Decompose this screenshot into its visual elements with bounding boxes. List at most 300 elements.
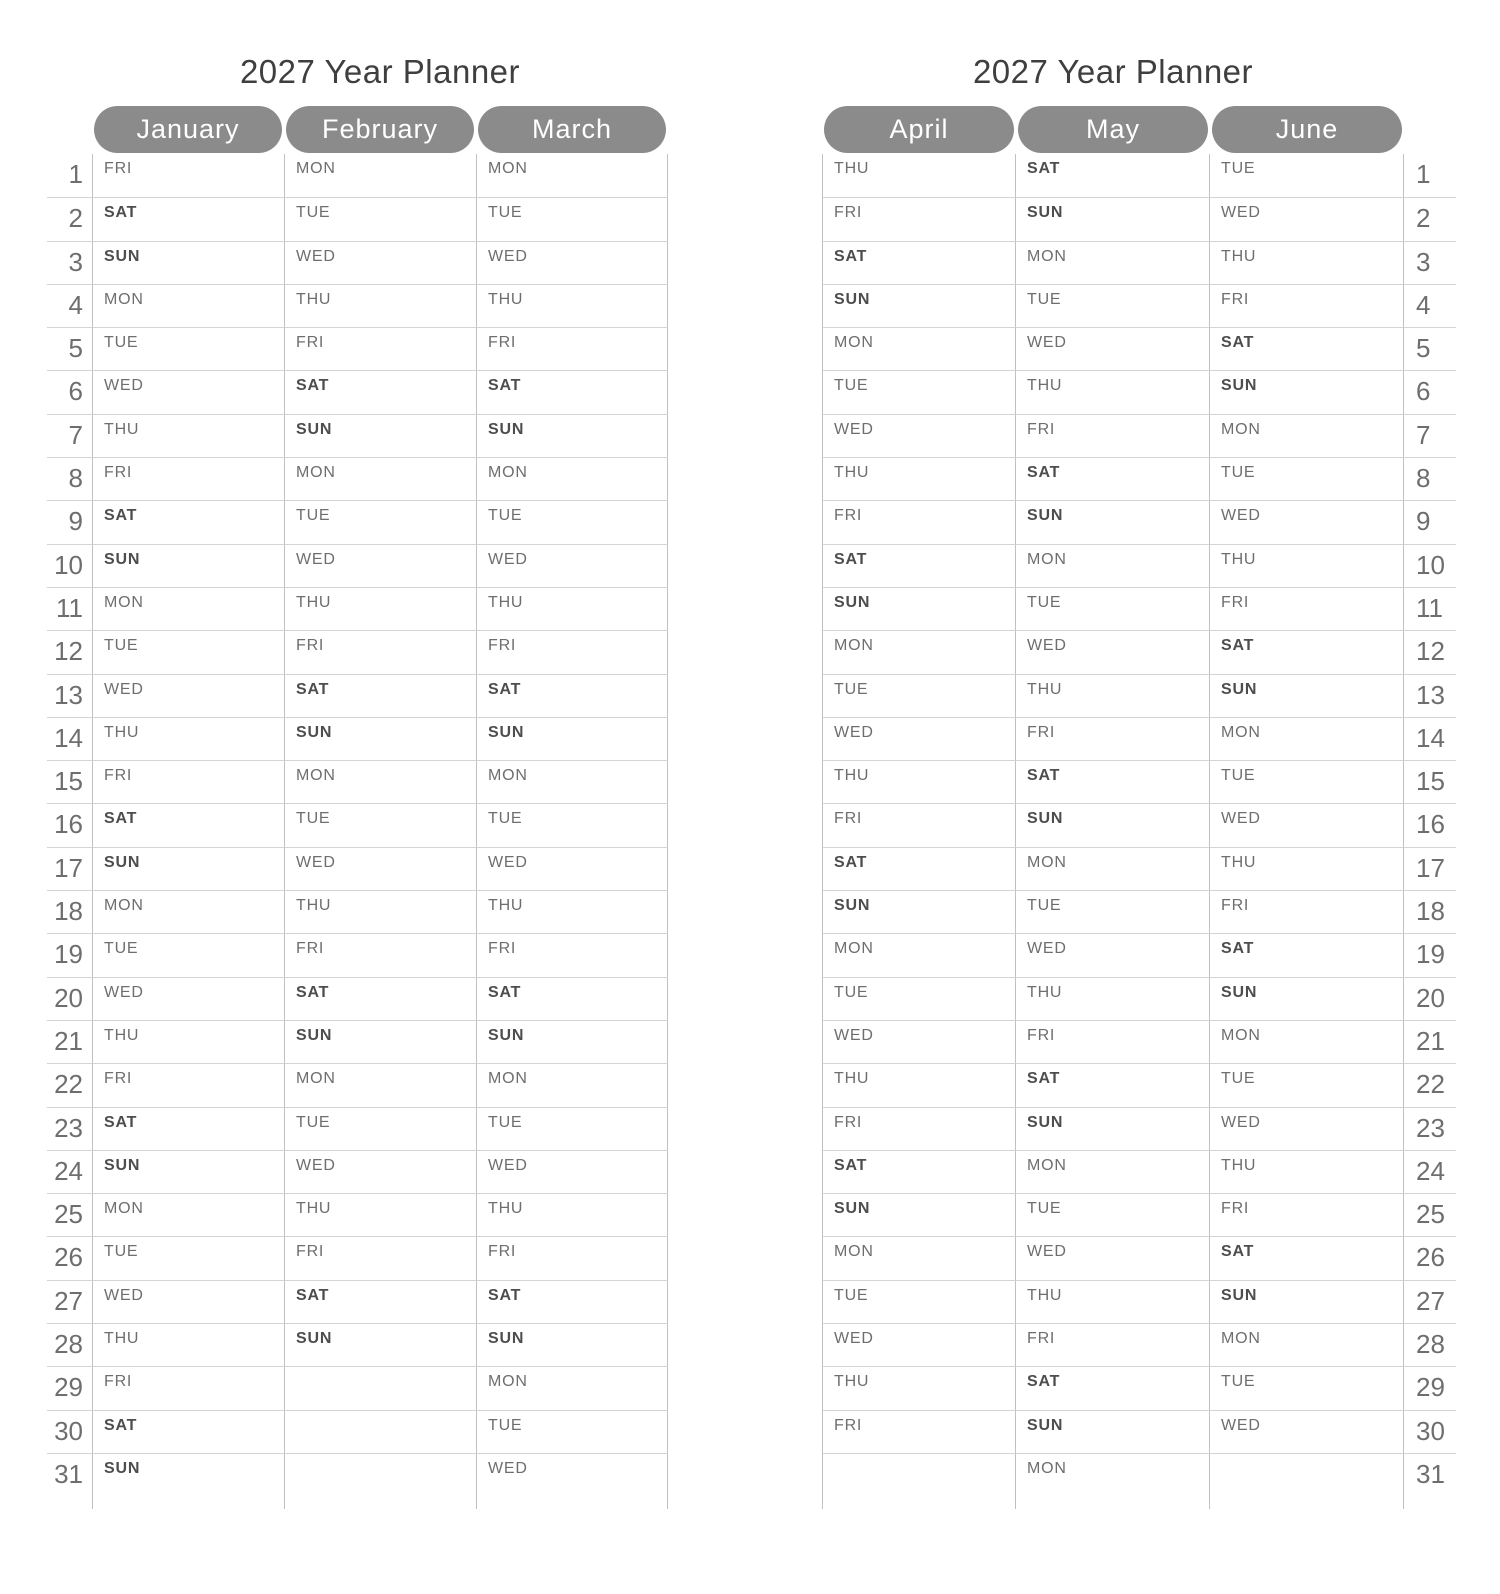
row-number: 5 <box>47 327 92 370</box>
day-cell-march-27: SAT <box>476 1280 668 1323</box>
day-cell-january-9: SAT <box>92 500 284 543</box>
month-pill-april: April <box>824 106 1014 153</box>
day-cell-january-1: FRI <box>92 154 284 197</box>
day-cell-april-20: TUE <box>822 977 1016 1020</box>
planner-row <box>47 544 668 587</box>
day-cell-february-29 <box>284 1366 476 1409</box>
planner-row <box>822 933 1456 976</box>
day-cell-march-6: SAT <box>476 370 668 413</box>
row-number: 3 <box>1404 241 1456 284</box>
day-cell-june-16: WED <box>1210 803 1404 846</box>
day-cell-april-2: FRI <box>822 197 1016 240</box>
grid-stub-row <box>47 1496 668 1509</box>
day-cell-march-4: THU <box>476 284 668 327</box>
day-cell-february-22: MON <box>284 1063 476 1106</box>
planner-row <box>822 1063 1456 1106</box>
day-cell-march-10: WED <box>476 544 668 587</box>
day-cell-january-23: SAT <box>92 1107 284 1150</box>
row-number: 24 <box>47 1150 92 1193</box>
row-number: 23 <box>47 1107 92 1150</box>
day-cell-april-27: TUE <box>822 1280 1016 1323</box>
day-cell-april-11: SUN <box>822 587 1016 630</box>
row-number: 7 <box>47 414 92 457</box>
day-cell-june-29: TUE <box>1210 1366 1404 1409</box>
day-cell-april-7: WED <box>822 414 1016 457</box>
day-cell-june-5: SAT <box>1210 327 1404 370</box>
planner-row <box>47 1193 668 1236</box>
row-number-spacer <box>1404 1496 1456 1509</box>
day-cell-january-11: MON <box>92 587 284 630</box>
row-number: 20 <box>1404 977 1456 1020</box>
row-number: 22 <box>47 1063 92 1106</box>
day-cell-march-15: MON <box>476 760 668 803</box>
planner-row <box>822 1280 1456 1323</box>
day-cell-may-16: SUN <box>1016 803 1210 846</box>
planner-row <box>822 630 1456 673</box>
planner-row <box>47 890 668 933</box>
planner-row <box>822 327 1456 370</box>
row-number: 16 <box>1404 803 1456 846</box>
day-cell-january-8: FRI <box>92 457 284 500</box>
row-number: 6 <box>1404 370 1456 413</box>
planner-row <box>47 1453 668 1496</box>
planner-title: 2027 Year Planner <box>239 53 521 90</box>
day-cell-april-26: MON <box>822 1236 1016 1279</box>
planner-row <box>47 457 668 500</box>
planner-grid <box>47 154 668 1509</box>
day-cell-february-16: TUE <box>284 803 476 846</box>
planner-row <box>47 933 668 976</box>
day-cell-january-6: WED <box>92 370 284 413</box>
day-cell-june-13: SUN <box>1210 674 1404 717</box>
day-cell-may-3: MON <box>1016 241 1210 284</box>
day-cell-february-17: WED <box>284 847 476 890</box>
planner-row <box>47 414 668 457</box>
planner-row <box>47 1063 668 1106</box>
day-cell-april-18: SUN <box>822 890 1016 933</box>
day-cell-may-12: WED <box>1016 630 1210 673</box>
day-cell-april-29: THU <box>822 1366 1016 1409</box>
row-number: 19 <box>47 933 92 976</box>
planner-row <box>47 1236 668 1279</box>
day-cell-march-17: WED <box>476 847 668 890</box>
planner-row <box>47 370 668 413</box>
planner-row <box>47 717 668 760</box>
day-cell-april-9: FRI <box>822 500 1016 543</box>
planner-row <box>822 414 1456 457</box>
day-cell-january-30: SAT <box>92 1410 284 1453</box>
day-cell-june-27: SUN <box>1210 1280 1404 1323</box>
planner-row <box>47 1410 668 1453</box>
day-cell-january-18: MON <box>92 890 284 933</box>
day-cell-june-15: TUE <box>1210 760 1404 803</box>
day-cell-january-29: FRI <box>92 1366 284 1409</box>
row-number: 21 <box>47 1020 92 1063</box>
day-cell-february-28: SUN <box>284 1323 476 1366</box>
day-cell-april-14: WED <box>822 717 1016 760</box>
planner-row <box>822 803 1456 846</box>
row-number: 12 <box>1404 630 1456 673</box>
day-cell-february-25: THU <box>284 1193 476 1236</box>
row-number: 4 <box>1404 284 1456 327</box>
day-cell-june-2: WED <box>1210 197 1404 240</box>
planner-row <box>47 1323 668 1366</box>
day-cell-march-28: SUN <box>476 1323 668 1366</box>
planner-row <box>47 241 668 284</box>
row-number: 31 <box>47 1453 92 1496</box>
day-cell-may-25: TUE <box>1016 1193 1210 1236</box>
row-number: 26 <box>47 1236 92 1279</box>
day-cell-june-28: MON <box>1210 1323 1404 1366</box>
row-number: 14 <box>47 717 92 760</box>
day-cell-may-20: THU <box>1016 977 1210 1020</box>
day-cell-april-19: MON <box>822 933 1016 976</box>
day-cell-may-17: MON <box>1016 847 1210 890</box>
row-number: 22 <box>1404 1063 1456 1106</box>
day-cell-february-24: WED <box>284 1150 476 1193</box>
planner-row <box>822 457 1456 500</box>
day-cell-april-5: MON <box>822 327 1016 370</box>
day-cell-april-31 <box>822 1453 1016 1496</box>
day-cell-may-11: TUE <box>1016 587 1210 630</box>
row-number: 20 <box>47 977 92 1020</box>
planner-row <box>822 1236 1456 1279</box>
day-cell-february-26: FRI <box>284 1236 476 1279</box>
day-cell-april-23: FRI <box>822 1107 1016 1150</box>
day-cell-june-3: THU <box>1210 241 1404 284</box>
day-cell-february-4: THU <box>284 284 476 327</box>
row-number: 31 <box>1404 1453 1456 1496</box>
day-cell-february-30 <box>284 1410 476 1453</box>
day-cell-february-27: SAT <box>284 1280 476 1323</box>
planner-row <box>47 977 668 1020</box>
planner-row <box>47 1107 668 1150</box>
planner-row <box>47 154 668 197</box>
day-cell-april-17: SAT <box>822 847 1016 890</box>
day-cell-april-16: FRI <box>822 803 1016 846</box>
day-cell-may-5: WED <box>1016 327 1210 370</box>
planner-row <box>47 1280 668 1323</box>
day-cell-june-26: SAT <box>1210 1236 1404 1279</box>
day-cell-april-12: MON <box>822 630 1016 673</box>
day-cell-may-29: SAT <box>1016 1366 1210 1409</box>
row-number: 5 <box>1404 327 1456 370</box>
day-cell-march-7: SUN <box>476 414 668 457</box>
row-number: 2 <box>1404 197 1456 240</box>
day-cell-april-24: SAT <box>822 1150 1016 1193</box>
row-number: 9 <box>47 500 92 543</box>
day-cell-february-6: SAT <box>284 370 476 413</box>
planner-row <box>822 1323 1456 1366</box>
day-cell-january-31: SUN <box>92 1453 284 1496</box>
month-pill-june: June <box>1212 106 1402 153</box>
day-cell-january-20: WED <box>92 977 284 1020</box>
planner-row <box>822 1150 1456 1193</box>
planner-row <box>822 544 1456 587</box>
day-cell-april-1: THU <box>822 154 1016 197</box>
day-cell-june-30: WED <box>1210 1410 1404 1453</box>
month-pill-january: January <box>94 106 282 153</box>
month-pill-february: February <box>286 106 474 153</box>
row-number: 15 <box>1404 760 1456 803</box>
day-cell-may-31: MON <box>1016 1453 1210 1496</box>
planner-row <box>822 370 1456 413</box>
day-cell-june-18: FRI <box>1210 890 1404 933</box>
day-cell-may-4: TUE <box>1016 284 1210 327</box>
planner-row <box>822 760 1456 803</box>
row-number: 21 <box>1404 1020 1456 1063</box>
day-cell-june-9: WED <box>1210 500 1404 543</box>
row-number: 24 <box>1404 1150 1456 1193</box>
day-cell-april-4: SUN <box>822 284 1016 327</box>
row-number: 2 <box>47 197 92 240</box>
row-number: 11 <box>1404 587 1456 630</box>
day-cell-january-19: TUE <box>92 933 284 976</box>
day-cell-march-20: SAT <box>476 977 668 1020</box>
row-number: 25 <box>1404 1193 1456 1236</box>
day-cell-january-28: THU <box>92 1323 284 1366</box>
day-cell-february-10: WED <box>284 544 476 587</box>
day-cell-february-18: THU <box>284 890 476 933</box>
day-cell-february-1: MON <box>284 154 476 197</box>
row-number: 1 <box>1416 159 1431 189</box>
planner-row <box>822 674 1456 717</box>
day-cell-april-28: WED <box>822 1323 1016 1366</box>
day-cell-may-6: THU <box>1016 370 1210 413</box>
day-cell-january-12: TUE <box>92 630 284 673</box>
day-cell-february-19: FRI <box>284 933 476 976</box>
day-cell-march-11: THU <box>476 587 668 630</box>
planner-grid <box>822 154 1456 1509</box>
day-cell-may-24: MON <box>1016 1150 1210 1193</box>
grid-stub-row <box>822 1496 1456 1509</box>
day-cell-january-4: MON <box>92 284 284 327</box>
day-cell-may-19: WED <box>1016 933 1210 976</box>
day-cell-june-23: WED <box>1210 1107 1404 1150</box>
day-cell-march-31: WED <box>476 1453 668 1496</box>
day-cell-january-13: WED <box>92 674 284 717</box>
planner-row <box>47 1150 668 1193</box>
day-cell-march-25: THU <box>476 1193 668 1236</box>
day-cell-february-23: TUE <box>284 1107 476 1150</box>
day-cell-february-14: SUN <box>284 717 476 760</box>
row-number: 27 <box>1404 1280 1456 1323</box>
planner-row <box>47 327 668 370</box>
planner-row <box>822 977 1456 1020</box>
row-number: 18 <box>1404 890 1456 933</box>
row-number: 26 <box>1404 1236 1456 1279</box>
row-number: 29 <box>47 1366 92 1409</box>
day-cell-january-26: TUE <box>92 1236 284 1279</box>
row-number: 10 <box>47 544 92 587</box>
day-cell-april-8: THU <box>822 457 1016 500</box>
day-cell-january-14: THU <box>92 717 284 760</box>
month-header-row <box>822 106 1404 153</box>
day-cell-spacer <box>1210 1496 1404 1509</box>
planner-row <box>822 847 1456 890</box>
day-cell-april-22: THU <box>822 1063 1016 1106</box>
row-number: 27 <box>47 1280 92 1323</box>
day-cell-may-2: SUN <box>1016 197 1210 240</box>
planner-row <box>822 890 1456 933</box>
day-cell-march-30: TUE <box>476 1410 668 1453</box>
day-cell-june-19: SAT <box>1210 933 1404 976</box>
day-cell-february-11: THU <box>284 587 476 630</box>
day-cell-february-31 <box>284 1453 476 1496</box>
row-number: 17 <box>1404 847 1456 890</box>
day-cell-january-10: SUN <box>92 544 284 587</box>
planner-row <box>822 587 1456 630</box>
planner-row <box>47 847 668 890</box>
day-cell-march-21: SUN <box>476 1020 668 1063</box>
day-cell-june-11: FRI <box>1210 587 1404 630</box>
row-number: 13 <box>1404 674 1456 717</box>
day-cell-spacer <box>284 1496 476 1509</box>
planner-row <box>822 1453 1456 1496</box>
day-cell-june-10: THU <box>1210 544 1404 587</box>
day-cell-february-8: MON <box>284 457 476 500</box>
day-cell-january-21: THU <box>92 1020 284 1063</box>
day-cell-april-10: SAT <box>822 544 1016 587</box>
day-cell-march-23: TUE <box>476 1107 668 1150</box>
planner-row <box>47 197 668 240</box>
day-cell-may-18: TUE <box>1016 890 1210 933</box>
row-number: 28 <box>1404 1323 1456 1366</box>
planner-row <box>47 803 668 846</box>
planner-row <box>822 154 1456 197</box>
month-header-row <box>92 106 668 153</box>
planner-row <box>47 674 668 717</box>
day-cell-march-22: MON <box>476 1063 668 1106</box>
day-cell-january-25: MON <box>92 1193 284 1236</box>
day-cell-march-16: TUE <box>476 803 668 846</box>
planner-row <box>822 241 1456 284</box>
row-number: 6 <box>47 370 92 413</box>
day-cell-february-12: FRI <box>284 630 476 673</box>
day-cell-may-7: FRI <box>1016 414 1210 457</box>
day-cell-spacer <box>476 1496 668 1509</box>
row-number: 29 <box>1404 1366 1456 1409</box>
day-cell-june-17: THU <box>1210 847 1404 890</box>
day-cell-june-12: SAT <box>1210 630 1404 673</box>
day-cell-june-21: MON <box>1210 1020 1404 1063</box>
day-cell-april-30: FRI <box>822 1410 1016 1453</box>
day-cell-february-20: SAT <box>284 977 476 1020</box>
day-cell-may-9: SUN <box>1016 500 1210 543</box>
planner-row <box>822 1020 1456 1063</box>
day-cell-spacer <box>92 1496 284 1509</box>
row-number: 1 <box>68 159 83 189</box>
day-cell-may-22: SAT <box>1016 1063 1210 1106</box>
day-cell-june-31 <box>1210 1453 1404 1496</box>
day-cell-june-24: THU <box>1210 1150 1404 1193</box>
day-cell-april-6: TUE <box>822 370 1016 413</box>
row-number: 30 <box>47 1410 92 1453</box>
day-cell-january-2: SAT <box>92 197 284 240</box>
row-number: 12 <box>47 630 92 673</box>
row-number: 18 <box>47 890 92 933</box>
day-cell-june-7: MON <box>1210 414 1404 457</box>
day-cell-may-21: FRI <box>1016 1020 1210 1063</box>
row-number: 8 <box>47 457 92 500</box>
day-cell-february-9: TUE <box>284 500 476 543</box>
day-cell-february-3: WED <box>284 241 476 284</box>
planner-row <box>822 1107 1456 1150</box>
planner-row <box>822 1366 1456 1409</box>
day-cell-may-30: SUN <box>1016 1410 1210 1453</box>
day-cell-march-12: FRI <box>476 630 668 673</box>
row-number: 7 <box>1404 414 1456 457</box>
day-cell-june-20: SUN <box>1210 977 1404 1020</box>
day-cell-spacer <box>822 1496 1016 1509</box>
day-cell-spacer <box>1016 1496 1210 1509</box>
day-cell-january-17: SUN <box>92 847 284 890</box>
day-cell-april-25: SUN <box>822 1193 1016 1236</box>
day-cell-may-23: SUN <box>1016 1107 1210 1150</box>
day-cell-february-7: SUN <box>284 414 476 457</box>
day-cell-april-13: TUE <box>822 674 1016 717</box>
day-cell-march-5: FRI <box>476 327 668 370</box>
day-cell-january-22: FRI <box>92 1063 284 1106</box>
row-number: 17 <box>47 847 92 890</box>
day-cell-june-8: TUE <box>1210 457 1404 500</box>
month-pill-may: May <box>1018 106 1208 153</box>
row-number: 13 <box>47 674 92 717</box>
day-cell-may-14: FRI <box>1016 717 1210 760</box>
row-number: 3 <box>47 241 92 284</box>
day-cell-february-5: FRI <box>284 327 476 370</box>
day-cell-may-10: MON <box>1016 544 1210 587</box>
day-cell-january-16: SAT <box>92 803 284 846</box>
day-cell-may-28: FRI <box>1016 1323 1210 1366</box>
planner-row <box>47 1020 668 1063</box>
day-cell-february-2: TUE <box>284 197 476 240</box>
day-cell-march-8: MON <box>476 457 668 500</box>
day-cell-january-3: SUN <box>92 241 284 284</box>
day-cell-may-26: WED <box>1016 1236 1210 1279</box>
day-cell-march-13: SAT <box>476 674 668 717</box>
day-cell-april-3: SAT <box>822 241 1016 284</box>
month-pill-march: March <box>478 106 666 153</box>
day-cell-june-6: SUN <box>1210 370 1404 413</box>
day-cell-may-15: SAT <box>1016 760 1210 803</box>
planner-row <box>47 1366 668 1409</box>
planner-row <box>47 760 668 803</box>
day-cell-february-15: MON <box>284 760 476 803</box>
day-cell-january-5: TUE <box>92 327 284 370</box>
day-cell-june-4: FRI <box>1210 284 1404 327</box>
day-cell-march-19: FRI <box>476 933 668 976</box>
planner-panel-jan-mar <box>47 50 668 1509</box>
day-cell-may-8: SAT <box>1016 457 1210 500</box>
row-number: 15 <box>47 760 92 803</box>
day-cell-march-1: MON <box>476 154 668 197</box>
day-cell-april-21: WED <box>822 1020 1016 1063</box>
day-cell-march-26: FRI <box>476 1236 668 1279</box>
row-number: 19 <box>1404 933 1456 976</box>
day-cell-march-9: TUE <box>476 500 668 543</box>
day-cell-may-27: THU <box>1016 1280 1210 1323</box>
row-number: 8 <box>1404 457 1456 500</box>
planner-row <box>822 197 1456 240</box>
row-number-spacer <box>47 1496 92 1509</box>
row-number: 25 <box>47 1193 92 1236</box>
day-cell-march-29: MON <box>476 1366 668 1409</box>
row-number: 11 <box>47 587 92 630</box>
day-cell-january-7: THU <box>92 414 284 457</box>
day-cell-january-15: FRI <box>92 760 284 803</box>
day-cell-june-14: MON <box>1210 717 1404 760</box>
